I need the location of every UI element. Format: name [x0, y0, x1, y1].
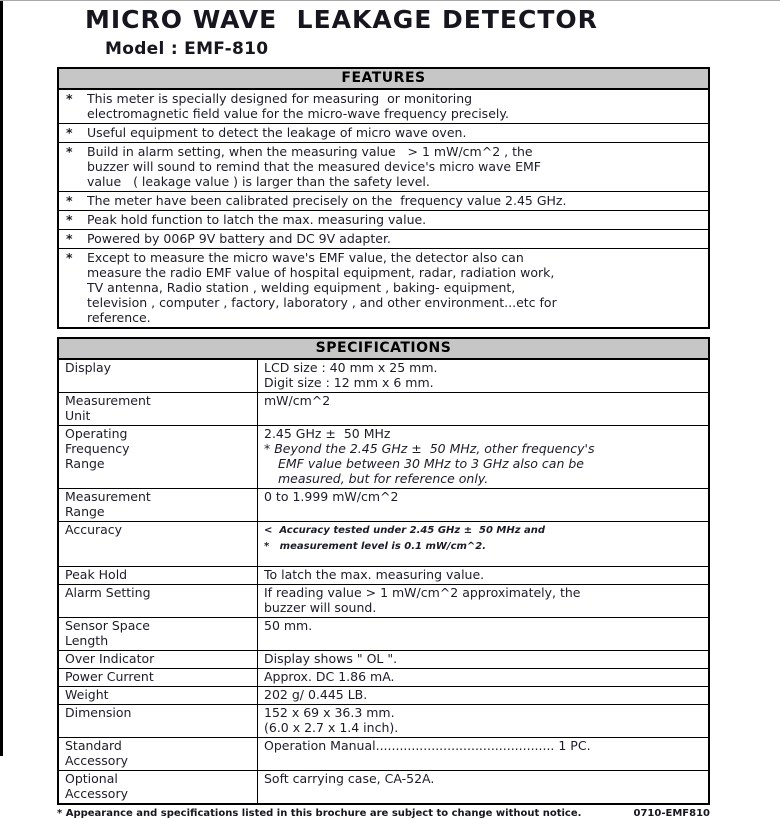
spec-value-line: * Beyond the 2.45 GHz ± 50 MHz, other frequency's [264, 441, 595, 456]
spec-row [59, 687, 708, 705]
feature-text [87, 91, 702, 121]
feature-line: The meter have been calibrated precisely on the frequency value 2.45 GHz. [87, 193, 567, 208]
spec-label-line: Weight [65, 687, 109, 702]
feature-line: Peak hold function to latch the max. measuring value. [87, 212, 427, 227]
spec-label [59, 585, 258, 617]
spec-value [258, 585, 708, 617]
spec-label-line: Accessory [65, 786, 128, 801]
spec-value [258, 771, 708, 803]
page-title: MICRO WAVE LEAKAGE DETECTOR [85, 5, 598, 34]
spec-value-line: 2.45 GHz ± 50 MHz [264, 426, 391, 441]
spec-row [59, 522, 708, 567]
spec-value-line: 202 g/ 0.445 LB. [264, 687, 368, 702]
spec-value [258, 669, 708, 686]
spec-value-line: Digit size : 12 mm x 6 mm. [264, 375, 434, 390]
page-left-edge [0, 0, 3, 756]
spec-value [258, 393, 708, 425]
spec-label-line: Operating [65, 426, 128, 441]
spec-value-line: If reading value > 1 mW/cm^2 approximately, the [264, 585, 581, 600]
feature-text [87, 193, 702, 208]
spec-label-line: Over Indicator [65, 651, 155, 666]
spec-row [59, 585, 708, 618]
spec-value-line: LCD size : 40 mm x 25 mm. [264, 360, 438, 375]
feature-line: television , computer , factory, laboratory , and other environment...etc for [87, 295, 557, 310]
spec-value [258, 738, 708, 770]
spec-label-line: Sensor Space [65, 618, 150, 633]
spec-label-line: Display [65, 360, 112, 375]
specifications-header: SPECIFICATIONS [59, 339, 708, 360]
footer-document-code: 0710-EMF810 [633, 808, 710, 819]
model-label: Model : EMF-810 [105, 39, 269, 59]
spec-row [59, 360, 708, 393]
spec-value-line: buzzer will sound. [264, 600, 377, 615]
spec-row [59, 618, 708, 651]
spec-value-line: Soft carrying case, CA-52A. [264, 771, 435, 786]
spec-row [59, 489, 708, 522]
specifications-table [57, 337, 710, 805]
spec-label [59, 360, 258, 392]
feature-bullet: * [66, 231, 73, 246]
feature-line: Build in alarm setting, when the measuring value > 1 mW/cm^2 , the [87, 144, 533, 159]
spec-label [59, 771, 258, 803]
feature-line: electromagnetic field value for the micro-wave frequency precisely. [87, 106, 509, 121]
spec-value-line: 0 to 1.999 mW/cm^2 [264, 489, 399, 504]
spec-value-line: (6.0 x 2.7 x 1.4 inch). [264, 720, 399, 735]
spec-value [258, 522, 708, 566]
feature-bullet: * [66, 250, 73, 265]
feature-line: reference. [87, 310, 151, 325]
feature-item [59, 90, 708, 124]
spec-label-line: Measurement [65, 393, 151, 408]
feature-item [59, 230, 708, 249]
spec-label-line: Accessory [65, 753, 128, 768]
page-footer [57, 808, 710, 819]
features-body [59, 90, 708, 327]
spec-label-line: Measurement [65, 489, 151, 504]
feature-item [59, 211, 708, 230]
features-table [57, 67, 710, 329]
feature-item [59, 124, 708, 143]
feature-line: Useful equipment to detect the leakage of micro wave oven. [87, 125, 467, 140]
spec-label [59, 651, 258, 668]
feature-line: This meter is specially designed for measuring or monitoring [87, 91, 473, 106]
spec-value-line: Operation Manual............................................. 1 PC. [264, 738, 591, 753]
specifications-body [59, 360, 708, 803]
spec-value-line: Display shows " OL ". [264, 651, 398, 666]
spec-label [59, 705, 258, 737]
spec-label-line: Accuracy [65, 522, 123, 537]
feature-line: measure the radio EMF value of hospital equipment, radar, radiation work, [87, 265, 555, 280]
feature-text [87, 125, 702, 140]
spec-value [258, 705, 708, 737]
spec-value [258, 651, 708, 668]
spec-label-line: Range [65, 456, 105, 471]
spec-label [59, 669, 258, 686]
spec-value [258, 618, 708, 650]
spec-value-line: EMF value between 30 MHz to 3 GHz also can be [278, 456, 584, 471]
spec-row [59, 567, 708, 585]
spec-value-line: Approx. DC 1.86 mA. [264, 669, 395, 684]
spec-row [59, 738, 708, 771]
spec-value-line: To latch the max. measuring value. [264, 567, 485, 582]
spec-label-line: Length [65, 633, 109, 648]
spec-label [59, 393, 258, 425]
spec-value [258, 360, 708, 392]
spec-value [258, 687, 708, 704]
feature-bullet: * [66, 193, 73, 208]
spec-row [59, 669, 708, 687]
feature-bullet: * [66, 91, 73, 106]
spec-label-line: Range [65, 504, 105, 519]
spec-row [59, 705, 708, 738]
spec-label [59, 618, 258, 650]
spec-row [59, 393, 708, 426]
feature-item [59, 143, 708, 192]
feature-text [87, 144, 702, 189]
feature-text [87, 231, 702, 246]
feature-text [87, 212, 702, 227]
spec-value-line: * measurement level is 0.1 mW/cm^2. [264, 541, 487, 552]
spec-label-line: Unit [65, 408, 91, 423]
spec-label [59, 489, 258, 521]
spec-value [258, 489, 708, 521]
spec-label-line: Power Current [65, 669, 154, 684]
spec-value-line: 152 x 69 x 36.3 mm. [264, 705, 395, 720]
features-header: FEATURES [59, 69, 708, 90]
spec-row [59, 426, 708, 489]
spec-label-line: Alarm Setting [65, 585, 151, 600]
feature-line: Except to measure the micro wave's EMF value, the detector also can [87, 250, 524, 265]
spec-label-line: Dimension [65, 705, 132, 720]
feature-line: Powered by 006P 9V battery and DC 9V adapter. [87, 231, 391, 246]
feature-item [59, 249, 708, 327]
feature-item [59, 192, 708, 211]
footer-disclaimer: * Appearance and specifications listed in this brochure are subject to change without notice. [57, 808, 582, 819]
spec-label [59, 687, 258, 704]
spec-value [258, 426, 708, 488]
spec-label-line: Optional [65, 771, 118, 786]
spec-label [59, 567, 258, 584]
feature-line: TV antenna, Radio station , welding equipment , baking- equipment, [87, 280, 516, 295]
feature-bullet: * [66, 144, 73, 159]
spec-value-line: < Accuracy tested under 2.45 GHz ± 50 MHz and [264, 525, 546, 536]
spec-label-line: Standard [65, 738, 122, 753]
spec-value [258, 567, 708, 584]
spec-label-line: Frequency [65, 441, 130, 456]
spec-value-line: 50 mm. [264, 618, 313, 633]
spec-value-line: mW/cm^2 [264, 393, 331, 408]
feature-line: buzzer will sound to remind that the measured device's micro wave EMF [87, 159, 541, 174]
spec-label [59, 522, 258, 566]
page-top-edge [0, 0, 780, 1]
feature-bullet: * [66, 212, 73, 227]
spec-label-line: Peak Hold [65, 567, 128, 582]
spec-row [59, 651, 708, 669]
feature-line: value ( leakage value ) is larger than the safety level. [87, 174, 430, 189]
spec-value-line: measured, but for reference only. [278, 471, 489, 486]
spec-row [59, 771, 708, 803]
spec-label [59, 426, 258, 488]
spec-label [59, 738, 258, 770]
feature-text [87, 250, 702, 325]
feature-bullet: * [66, 125, 73, 140]
